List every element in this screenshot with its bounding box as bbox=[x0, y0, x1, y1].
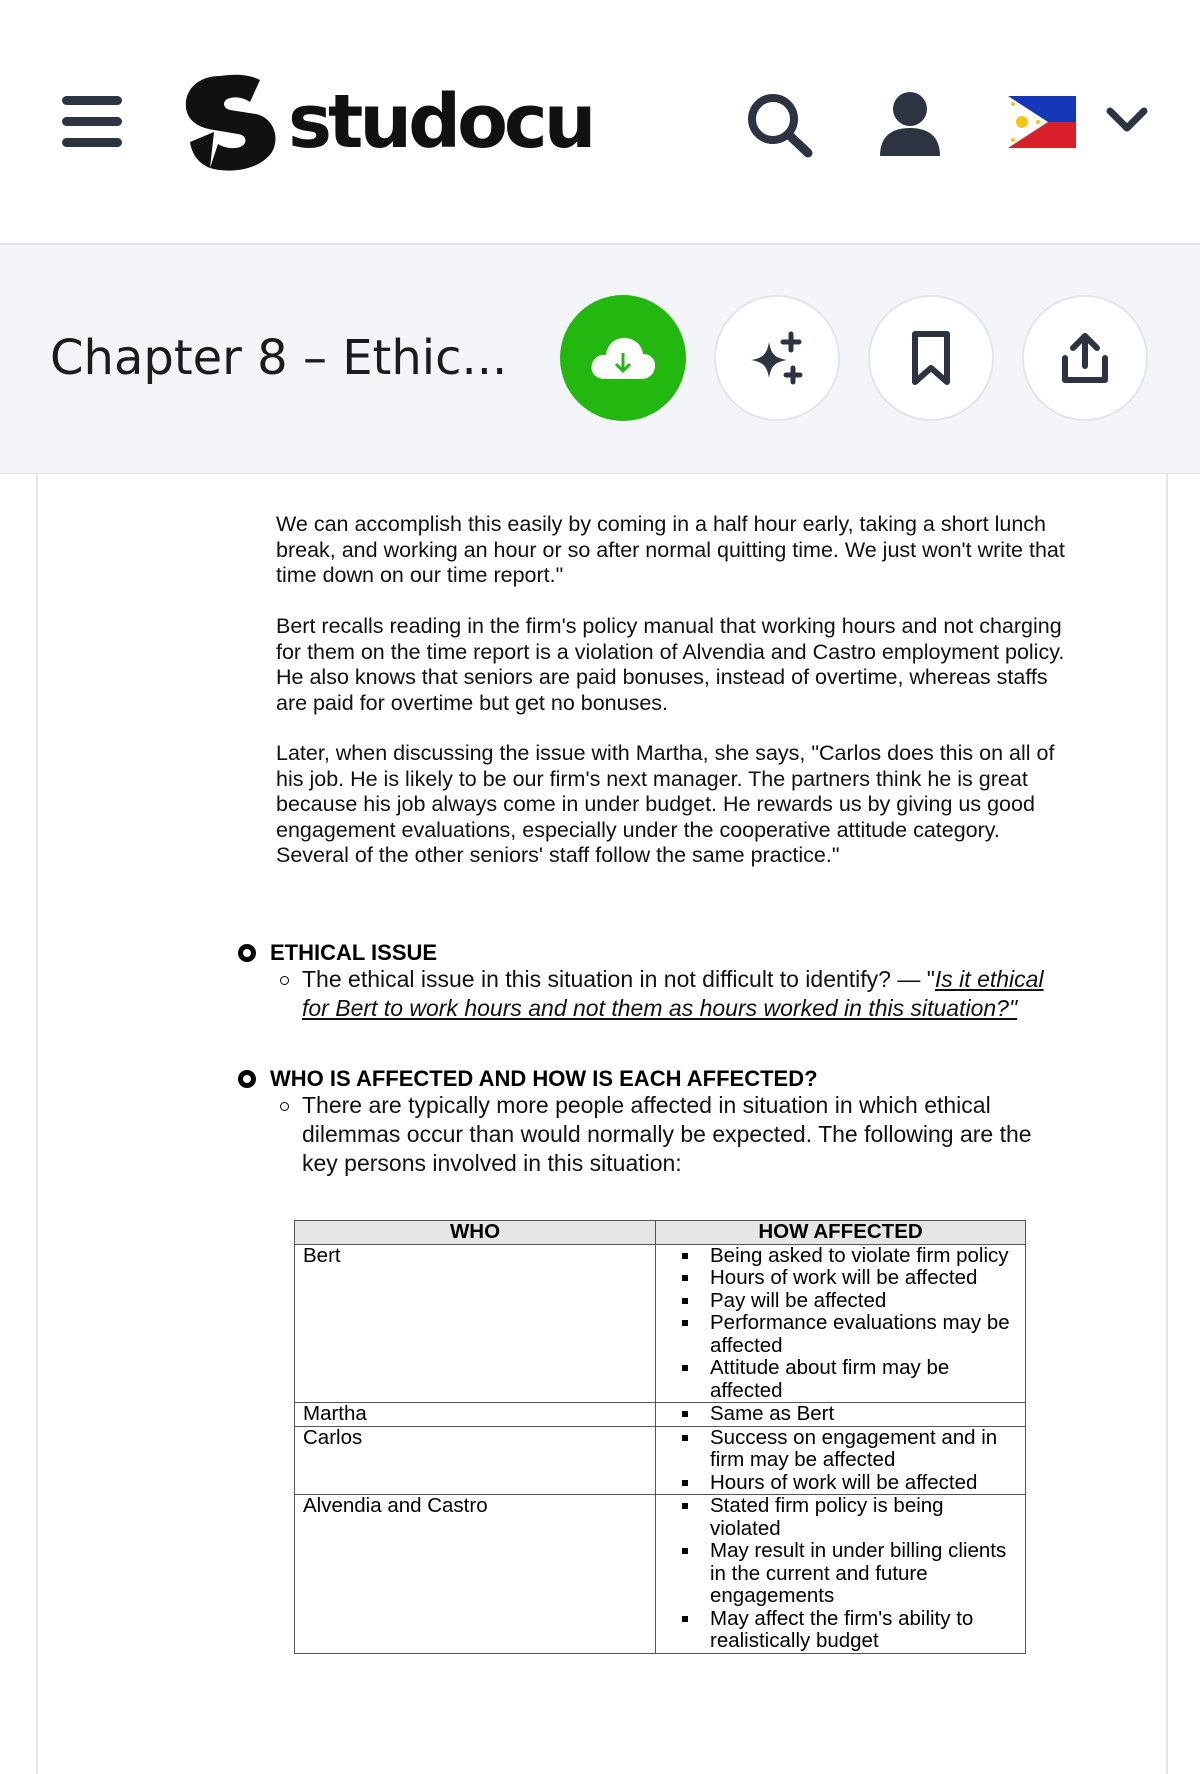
list-item: May affect the firm's ability to realistically budget bbox=[710, 1608, 1017, 1653]
chevron-down-icon[interactable] bbox=[1105, 106, 1149, 138]
how-affected-cell bbox=[656, 1426, 1026, 1495]
effects-list bbox=[664, 1245, 1017, 1403]
list-item: Success on engagement and in firm may be affected bbox=[710, 1427, 1017, 1472]
table-row bbox=[295, 1403, 1026, 1427]
bullet-icon bbox=[238, 944, 256, 962]
who-cell: Carlos bbox=[295, 1426, 656, 1495]
cloud-download-icon bbox=[588, 333, 658, 383]
table-row bbox=[295, 1244, 1026, 1403]
section-text: The ethical issue in this situation in not difficult to identify? — "Is it ethical for Bert to work hours and not them as hours worked in this situation?" bbox=[302, 965, 1072, 1023]
how-affected-cell bbox=[656, 1403, 1026, 1427]
document-page bbox=[36, 474, 1168, 1774]
bullet-icon bbox=[238, 1070, 256, 1088]
paragraph: We can accomplish this easily by coming in a half hour early, taking a short lunch break, and working an hour or so after normal quitting time. We just won't write that time down on our time report." bbox=[276, 512, 1065, 587]
who-cell: Bert bbox=[295, 1244, 656, 1403]
ethical-question: Is it ethical for Bert to work hours and not them as hours worked in this situation?" bbox=[302, 966, 1044, 1021]
bookmark-button[interactable] bbox=[868, 295, 994, 421]
list-item: Being asked to violate firm policy bbox=[710, 1245, 1017, 1268]
paragraph: Later, when discussing the issue with Martha, she says, "Carlos does this on all of his job. He is likely to be our firm's next manager. The partners think he is great because his job always come in under budget. He rewards us by giving us good engagement evaluations, especially under the cooperative attitude category. Several of the other seniors' staff follow the same practice." bbox=[276, 741, 1055, 867]
table-row bbox=[295, 1426, 1026, 1495]
philippines-flag-icon[interactable] bbox=[1008, 96, 1076, 152]
table-header-row bbox=[295, 1221, 1026, 1245]
effects-list bbox=[664, 1427, 1017, 1495]
ai-assistant-button[interactable] bbox=[714, 295, 840, 421]
hamburger-menu-icon[interactable] bbox=[62, 96, 122, 148]
bookmark-icon bbox=[909, 330, 953, 386]
how-affected-cell bbox=[656, 1495, 1026, 1654]
who-cell: Alvendia and Castro bbox=[295, 1495, 656, 1654]
column-header: WHO bbox=[295, 1221, 656, 1245]
section-heading: ETHICAL ISSUE bbox=[238, 940, 437, 966]
studocu-logo[interactable] bbox=[180, 70, 592, 174]
section-heading: WHO IS AFFECTED AND HOW IS EACH AFFECTED? bbox=[238, 1066, 818, 1092]
list-item: Stated firm policy is being violated bbox=[710, 1495, 1017, 1540]
list-item: May result in under billing clients in the current and future engagements bbox=[710, 1540, 1017, 1608]
top-navigation-bar bbox=[0, 0, 1200, 245]
share-button[interactable] bbox=[1022, 295, 1148, 421]
paragraph: Bert recalls reading in the firm's policy manual that working hours and not charging for them on the time report is a violation of Alvendia and Castro employment policy. He also knows that seniors are paid bonuses, instead of overtime, whereas staffs are paid for overtime but get no bonuses. bbox=[276, 614, 1065, 715]
affected-parties-table bbox=[294, 1220, 1026, 1654]
list-item: Hours of work will be affected bbox=[710, 1267, 1017, 1290]
document-title: Chapter 8 – Ethic... bbox=[50, 330, 508, 386]
effects-list bbox=[664, 1403, 1017, 1426]
list-item: Performance evaluations may be affected bbox=[710, 1312, 1017, 1357]
section-text: There are typically more people affected in situation in which ethical dilemmas occur than would normally be expected. The following are the key persons involved in this situation: bbox=[302, 1091, 1072, 1178]
who-cell: Martha bbox=[295, 1403, 656, 1427]
download-button[interactable] bbox=[560, 295, 686, 421]
list-item: Attitude about firm may be affected bbox=[710, 1357, 1017, 1402]
user-icon[interactable] bbox=[878, 90, 942, 162]
effects-list bbox=[664, 1495, 1017, 1653]
list-item: Pay will be affected bbox=[710, 1290, 1017, 1313]
bullet-ring-icon bbox=[280, 1102, 289, 1111]
logo-wordmark: studocu bbox=[288, 79, 593, 165]
table-row bbox=[295, 1495, 1026, 1654]
share-icon bbox=[1059, 330, 1111, 386]
sparkles-icon bbox=[747, 330, 807, 386]
column-header: HOW AFFECTED bbox=[656, 1221, 1026, 1245]
studocu-logo-mark-icon bbox=[180, 72, 280, 172]
bullet-ring-icon bbox=[280, 976, 289, 985]
search-icon[interactable] bbox=[745, 92, 815, 162]
list-item: Hours of work will be affected bbox=[710, 1472, 1017, 1495]
list-item: Same as Bert bbox=[710, 1403, 1017, 1426]
document-action-bar bbox=[0, 245, 1200, 474]
how-affected-cell bbox=[656, 1244, 1026, 1403]
